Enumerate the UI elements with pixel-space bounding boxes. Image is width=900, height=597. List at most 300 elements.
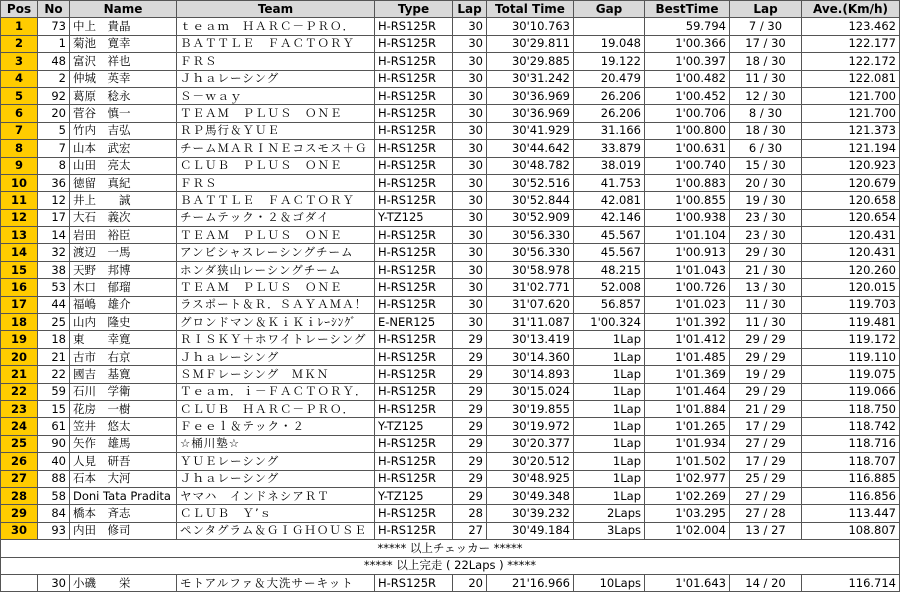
gap-cell: 45.567 <box>574 244 645 261</box>
table-row <box>1 487 900 504</box>
number-cell: 48 <box>38 53 70 70</box>
total-time-cell: 30'36.969 <box>487 87 574 104</box>
average-speed-cell: 118.750 <box>802 400 900 417</box>
lap-cell: 29 <box>453 470 487 487</box>
total-time-cell: 30'48.782 <box>487 157 574 174</box>
best-time-cell: 1'00.938 <box>645 209 730 226</box>
best-lap-cell: 13 / 30 <box>730 279 802 296</box>
number-cell: 25 <box>38 314 70 331</box>
table-row <box>1 122 900 139</box>
gap-cell: 20.479 <box>574 70 645 87</box>
total-time-cell: 30'49.348 <box>487 487 574 504</box>
average-speed-cell: 118.707 <box>802 453 900 470</box>
average-speed-cell: 122.172 <box>802 53 900 70</box>
total-time-cell: 30'48.925 <box>487 470 574 487</box>
table-row-not-classified <box>1 574 900 591</box>
lap-cell: 30 <box>453 314 487 331</box>
best-lap-cell: 27 / 29 <box>730 487 802 504</box>
best-lap-cell: 12 / 30 <box>730 87 802 104</box>
type-cell: H-RS125R <box>375 522 453 539</box>
table-row <box>1 366 900 383</box>
team-cell: Ｔｅａｍ．ｉ－ＦＡＣＴＯＲＹ． <box>177 383 375 400</box>
average-speed-cell: 119.703 <box>802 296 900 313</box>
name-cell: 山本 武宏 <box>70 140 177 157</box>
table-row <box>1 279 900 296</box>
type-cell: H-RS125R <box>375 453 453 470</box>
type-cell: E-NER125 <box>375 314 453 331</box>
best-time-cell: 1'00.706 <box>645 105 730 122</box>
team-cell: ☆桶川塾☆ <box>177 435 375 452</box>
gap-cell: 42.146 <box>574 209 645 226</box>
number-cell: 84 <box>38 505 70 522</box>
best-lap-cell: 25 / 29 <box>730 470 802 487</box>
best-time-cell: 1'00.855 <box>645 192 730 209</box>
total-time-cell: 30'31.242 <box>487 70 574 87</box>
gap-cell: 1'00.324 <box>574 314 645 331</box>
lap-cell: 29 <box>453 348 487 365</box>
best-lap-cell: 19 / 29 <box>730 366 802 383</box>
number-cell: 5 <box>38 122 70 139</box>
gap-cell: 1Lap <box>574 331 645 348</box>
average-speed-cell: 119.172 <box>802 331 900 348</box>
number-cell: 44 <box>38 296 70 313</box>
average-speed-cell: 120.654 <box>802 209 900 226</box>
col-pos: Pos <box>1 1 38 18</box>
table-row <box>1 70 900 87</box>
best-time-cell: 1'02.269 <box>645 487 730 504</box>
lap-cell: 30 <box>453 70 487 87</box>
best-lap-cell: 23 / 30 <box>730 209 802 226</box>
average-speed-cell: 122.081 <box>802 70 900 87</box>
average-speed-cell: 120.015 <box>802 279 900 296</box>
gap-cell: 33.879 <box>574 140 645 157</box>
name-cell: 橋本 斉志 <box>70 505 177 522</box>
team-cell: ＢＡＴＴＬＥ ＦＡＣＴＯＲＹ <box>177 192 375 209</box>
table-row <box>1 174 900 191</box>
best-time-cell: 1'00.800 <box>645 122 730 139</box>
best-lap-cell: 29 / 29 <box>730 348 802 365</box>
lap-cell: 30 <box>453 87 487 104</box>
total-time-cell: 30'52.844 <box>487 192 574 209</box>
table-row <box>1 244 900 261</box>
table-row <box>1 209 900 226</box>
best-lap-cell: 18 / 30 <box>730 53 802 70</box>
lap-cell: 30 <box>453 35 487 52</box>
lap-cell: 29 <box>453 400 487 417</box>
gap-cell: 42.081 <box>574 192 645 209</box>
team-cell: ＣＬＵＢ ＨＡＲＣ－ＰＲＯ． <box>177 400 375 417</box>
lap-cell: 29 <box>453 453 487 470</box>
pos-cell: 27 <box>1 470 38 487</box>
number-cell: 32 <box>38 244 70 261</box>
gap-cell: 45.567 <box>574 227 645 244</box>
best-lap-cell: 18 / 30 <box>730 122 802 139</box>
total-time-cell: 30'58.978 <box>487 261 574 278</box>
team-cell: ホンダ狭山レーシングチーム <box>177 261 375 278</box>
best-time-cell: 1'00.397 <box>645 53 730 70</box>
name-cell: 葛原 稔永 <box>70 87 177 104</box>
best-lap-cell: 7 / 30 <box>730 18 802 35</box>
name-cell: 國吉 基寛 <box>70 366 177 383</box>
name-cell: 矢作 雄馬 <box>70 435 177 452</box>
pos-cell: 5 <box>1 87 38 104</box>
lap-cell: 29 <box>453 383 487 400</box>
team-cell: ｔｅａｍ ＨＡＲＣ－ＰＲＯ． <box>177 18 375 35</box>
best-lap-cell: 23 / 30 <box>730 227 802 244</box>
type-cell: Y-TZ125 <box>375 209 453 226</box>
team-cell: チームＭＡＲＩＮＥコスモス＋Ｇ <box>177 140 375 157</box>
average-speed-cell: 121.373 <box>802 122 900 139</box>
best-time-cell: 1'01.265 <box>645 418 730 435</box>
number-cell: 15 <box>38 400 70 417</box>
gap-cell: 1Lap <box>574 400 645 417</box>
name-cell: 天野 邦博 <box>70 261 177 278</box>
lap-cell: 28 <box>453 505 487 522</box>
best-time-cell: 1'02.004 <box>645 522 730 539</box>
total-time-cell: 31'02.771 <box>487 279 574 296</box>
type-cell: H-RS125R <box>375 296 453 313</box>
table-row <box>1 522 900 539</box>
best-time-cell: 1'00.366 <box>645 35 730 52</box>
total-time-cell: 30'20.512 <box>487 453 574 470</box>
pos-cell: 12 <box>1 209 38 226</box>
lap-cell: 30 <box>453 157 487 174</box>
team-cell: Ｊｈａレーシング <box>177 470 375 487</box>
lap-cell: 30 <box>453 174 487 191</box>
type-cell: H-RS125R <box>375 122 453 139</box>
lap-cell: 29 <box>453 366 487 383</box>
team-cell: ＹＵＥレーシング <box>177 453 375 470</box>
average-speed-cell: 118.716 <box>802 435 900 452</box>
average-speed-cell: 119.481 <box>802 314 900 331</box>
number-cell: 92 <box>38 87 70 104</box>
best-lap-cell: 21 / 30 <box>730 261 802 278</box>
gap-cell: 38.019 <box>574 157 645 174</box>
team-cell: アンビシャスレーシングチーム <box>177 244 375 261</box>
table-row <box>1 331 900 348</box>
table-row <box>1 453 900 470</box>
best-time-cell: 1'01.934 <box>645 435 730 452</box>
best-time-cell: 1'01.464 <box>645 383 730 400</box>
best-time-cell: 1'00.631 <box>645 140 730 157</box>
gap-cell: 19.122 <box>574 53 645 70</box>
type-cell: H-RS125R <box>375 18 453 35</box>
col-total-time: Total Time <box>487 1 574 18</box>
number-cell: 20 <box>38 105 70 122</box>
note-row <box>1 557 900 574</box>
best-time-cell: 1'00.482 <box>645 70 730 87</box>
best-lap-cell: 15 / 30 <box>730 157 802 174</box>
team-cell: チームテック・２＆ゴダイ <box>177 209 375 226</box>
total-time-cell: 30'15.024 <box>487 383 574 400</box>
best-time-cell: 1'01.104 <box>645 227 730 244</box>
lap-cell: 30 <box>453 122 487 139</box>
average-speed-cell: 120.431 <box>802 227 900 244</box>
name-cell: 渡辺 一馬 <box>70 244 177 261</box>
gap-cell: 26.206 <box>574 87 645 104</box>
name-cell: Doni Tata Pradita <box>70 487 177 504</box>
name-cell: 福嶋 雄介 <box>70 296 177 313</box>
total-time-cell: 21'16.966 <box>487 574 574 591</box>
best-lap-cell: 14 / 20 <box>730 574 802 591</box>
team-cell: ＴＥＡＭ ＰＬＵＳ ＯＮＥ <box>177 279 375 296</box>
team-cell: ＦＲＳ <box>177 174 375 191</box>
gap-cell: 1Lap <box>574 366 645 383</box>
table-row <box>1 314 900 331</box>
number-cell: 38 <box>38 261 70 278</box>
header-row <box>1 1 900 18</box>
col-lap: Lap <box>453 1 487 18</box>
pos-cell: 17 <box>1 296 38 313</box>
pos-cell: 4 <box>1 70 38 87</box>
team-cell: ラスポート＆Ｒ．ＳＡＹＡＭＡ！ <box>177 296 375 313</box>
number-cell: 58 <box>38 487 70 504</box>
best-lap-cell: 8 / 30 <box>730 105 802 122</box>
best-lap-cell: 29 / 29 <box>730 331 802 348</box>
average-speed-cell: 121.194 <box>802 140 900 157</box>
team-cell: ＲＩＳＫＹ＋ホワイトレーシング <box>177 331 375 348</box>
best-time-cell: 1'00.726 <box>645 279 730 296</box>
best-time-cell: 1'01.412 <box>645 331 730 348</box>
name-cell: 山田 亮太 <box>70 157 177 174</box>
name-cell: 人見 研吾 <box>70 453 177 470</box>
best-lap-cell: 17 / 30 <box>730 35 802 52</box>
best-lap-cell: 11 / 30 <box>730 70 802 87</box>
name-cell: 内田 修司 <box>70 522 177 539</box>
name-cell: 笠井 悠太 <box>70 418 177 435</box>
number-cell: 7 <box>38 140 70 157</box>
best-lap-cell: 29 / 29 <box>730 383 802 400</box>
type-cell: H-RS125R <box>375 574 453 591</box>
name-cell: 富沢 祥也 <box>70 53 177 70</box>
name-cell: 古市 右京 <box>70 348 177 365</box>
table-row <box>1 227 900 244</box>
pos-cell: 24 <box>1 418 38 435</box>
pos-cell: 18 <box>1 314 38 331</box>
col-gap: Gap <box>574 1 645 18</box>
total-time-cell: 30'39.232 <box>487 505 574 522</box>
lap-cell: 29 <box>453 418 487 435</box>
number-cell: 2 <box>38 70 70 87</box>
team-cell: グロンドマン＆ＫｉＫｉﾚｰｼﾝｸﾞ <box>177 314 375 331</box>
team-cell: ＴＥＡＭ ＰＬＵＳ ＯＮＥ <box>177 105 375 122</box>
number-cell: 36 <box>38 174 70 191</box>
pos-cell: 1 <box>1 18 38 35</box>
average-speed-cell: 108.807 <box>802 522 900 539</box>
lap-cell: 30 <box>453 105 487 122</box>
table-row <box>1 192 900 209</box>
best-time-cell: 1'01.369 <box>645 366 730 383</box>
gap-cell: 2Laps <box>574 505 645 522</box>
team-cell: Ｊｈａレーシング <box>177 70 375 87</box>
number-cell: 22 <box>38 366 70 383</box>
average-speed-cell: 120.679 <box>802 174 900 191</box>
total-time-cell: 30'13.419 <box>487 331 574 348</box>
average-speed-cell: 120.260 <box>802 261 900 278</box>
team-cell: Ｊｈａレーシング <box>177 348 375 365</box>
table-row <box>1 296 900 313</box>
best-time-cell: 1'03.295 <box>645 505 730 522</box>
best-time-cell: 59.794 <box>645 18 730 35</box>
number-cell: 17 <box>38 209 70 226</box>
total-time-cell: 30'10.763 <box>487 18 574 35</box>
best-lap-cell: 19 / 30 <box>730 192 802 209</box>
name-cell: 石川 学衛 <box>70 383 177 400</box>
pos-cell <box>1 574 38 591</box>
lap-cell: 30 <box>453 18 487 35</box>
average-speed-cell: 121.700 <box>802 105 900 122</box>
team-cell: モトアルファ＆大洗サーキット <box>177 574 375 591</box>
type-cell: H-RS125R <box>375 505 453 522</box>
finished-note: ***** 以上完走 ( 22Laps ) ***** <box>1 557 900 574</box>
gap-cell: 26.206 <box>574 105 645 122</box>
gap-cell: 52.008 <box>574 279 645 296</box>
total-time-cell: 30'49.184 <box>487 522 574 539</box>
lap-cell: 29 <box>453 435 487 452</box>
name-cell: 仲城 英幸 <box>70 70 177 87</box>
gap-cell: 41.753 <box>574 174 645 191</box>
type-cell: H-RS125R <box>375 87 453 104</box>
table-row <box>1 140 900 157</box>
type-cell: H-RS125R <box>375 348 453 365</box>
type-cell: H-RS125R <box>375 227 453 244</box>
pos-cell: 21 <box>1 366 38 383</box>
pos-cell: 2 <box>1 35 38 52</box>
type-cell: H-RS125R <box>375 470 453 487</box>
total-time-cell: 30'19.972 <box>487 418 574 435</box>
pos-cell: 26 <box>1 453 38 470</box>
average-speed-cell: 118.742 <box>802 418 900 435</box>
name-cell: 花房 一樹 <box>70 400 177 417</box>
name-cell: 山内 隆史 <box>70 314 177 331</box>
number-cell: 40 <box>38 453 70 470</box>
table-row <box>1 470 900 487</box>
col-average-speed: Ave.(Km/h) <box>802 1 900 18</box>
lap-cell: 30 <box>453 140 487 157</box>
average-speed-cell: 116.885 <box>802 470 900 487</box>
number-cell: 73 <box>38 18 70 35</box>
type-cell: H-RS125R <box>375 140 453 157</box>
checker-note: ***** 以上チェッカー ***** <box>1 540 900 557</box>
name-cell: 東 幸寛 <box>70 331 177 348</box>
table-row <box>1 400 900 417</box>
pos-cell: 3 <box>1 53 38 70</box>
type-cell: H-RS125R <box>375 435 453 452</box>
name-cell: 井上 誠 <box>70 192 177 209</box>
pos-cell: 9 <box>1 157 38 174</box>
best-lap-cell: 6 / 30 <box>730 140 802 157</box>
best-time-cell: 1'00.740 <box>645 157 730 174</box>
pos-cell: 23 <box>1 400 38 417</box>
gap-cell: 1Lap <box>574 453 645 470</box>
best-lap-cell: 11 / 30 <box>730 314 802 331</box>
total-time-cell: 30'29.811 <box>487 35 574 52</box>
table-row <box>1 348 900 365</box>
average-speed-cell: 120.658 <box>802 192 900 209</box>
type-cell: Y-TZ125 <box>375 418 453 435</box>
col-team: Team <box>177 1 375 18</box>
lap-cell: 30 <box>453 53 487 70</box>
total-time-cell: 30'19.855 <box>487 400 574 417</box>
pos-cell: 30 <box>1 522 38 539</box>
gap-cell: 1Lap <box>574 487 645 504</box>
average-speed-cell: 116.856 <box>802 487 900 504</box>
name-cell: 中上 貴晶 <box>70 18 177 35</box>
average-speed-cell: 119.066 <box>802 383 900 400</box>
name-cell: 菊池 寛幸 <box>70 35 177 52</box>
pos-cell: 6 <box>1 105 38 122</box>
lap-cell: 30 <box>453 279 487 296</box>
name-cell: 木口 郁瑠 <box>70 279 177 296</box>
average-speed-cell: 122.177 <box>802 35 900 52</box>
lap-cell: 30 <box>453 244 487 261</box>
table-row <box>1 18 900 35</box>
average-speed-cell: 119.075 <box>802 366 900 383</box>
col-name: Name <box>70 1 177 18</box>
team-cell: Ｓ－ｗａｙ <box>177 87 375 104</box>
type-cell: H-RS125R <box>375 105 453 122</box>
pos-cell: 15 <box>1 261 38 278</box>
number-cell: 21 <box>38 348 70 365</box>
type-cell: H-RS125R <box>375 192 453 209</box>
gap-cell: 1Lap <box>574 435 645 452</box>
gap-cell <box>574 18 645 35</box>
gap-cell: 48.215 <box>574 261 645 278</box>
lap-cell: 30 <box>453 261 487 278</box>
pos-cell: 25 <box>1 435 38 452</box>
best-time-cell: 1'01.043 <box>645 261 730 278</box>
gap-cell: 10Laps <box>574 574 645 591</box>
pos-cell: 28 <box>1 487 38 504</box>
total-time-cell: 30'29.885 <box>487 53 574 70</box>
team-cell: ＣＬＵＢ Ｙ’ｓ <box>177 505 375 522</box>
number-cell: 18 <box>38 331 70 348</box>
average-speed-cell: 116.714 <box>802 574 900 591</box>
name-cell: 小磯 栄 <box>70 574 177 591</box>
name-cell: 徳留 真紀 <box>70 174 177 191</box>
gap-cell: 19.048 <box>574 35 645 52</box>
pos-cell: 7 <box>1 122 38 139</box>
team-cell: ＲＰ馬行＆ＹＵＥ <box>177 122 375 139</box>
col-best-lap: Lap <box>730 1 802 18</box>
best-lap-cell: 29 / 30 <box>730 244 802 261</box>
total-time-cell: 30'52.516 <box>487 174 574 191</box>
pos-cell: 16 <box>1 279 38 296</box>
lap-cell: 27 <box>453 522 487 539</box>
average-speed-cell: 119.110 <box>802 348 900 365</box>
number-cell: 12 <box>38 192 70 209</box>
best-time-cell: 1'01.392 <box>645 314 730 331</box>
gap-cell: 1Lap <box>574 418 645 435</box>
pos-cell: 19 <box>1 331 38 348</box>
type-cell: H-RS125R <box>375 157 453 174</box>
table-row <box>1 383 900 400</box>
best-lap-cell: 20 / 30 <box>730 174 802 191</box>
type-cell: H-RS125R <box>375 53 453 70</box>
table-row <box>1 435 900 452</box>
best-time-cell: 1'01.884 <box>645 400 730 417</box>
best-time-cell: 1'00.913 <box>645 244 730 261</box>
note-row <box>1 540 900 557</box>
total-time-cell: 30'41.929 <box>487 122 574 139</box>
best-lap-cell: 17 / 29 <box>730 453 802 470</box>
col-best-time: BestTime <box>645 1 730 18</box>
best-lap-cell: 11 / 30 <box>730 296 802 313</box>
name-cell: 菅谷 慎一 <box>70 105 177 122</box>
total-time-cell: 30'56.330 <box>487 227 574 244</box>
total-time-cell: 30'52.909 <box>487 209 574 226</box>
total-time-cell: 30'14.360 <box>487 348 574 365</box>
